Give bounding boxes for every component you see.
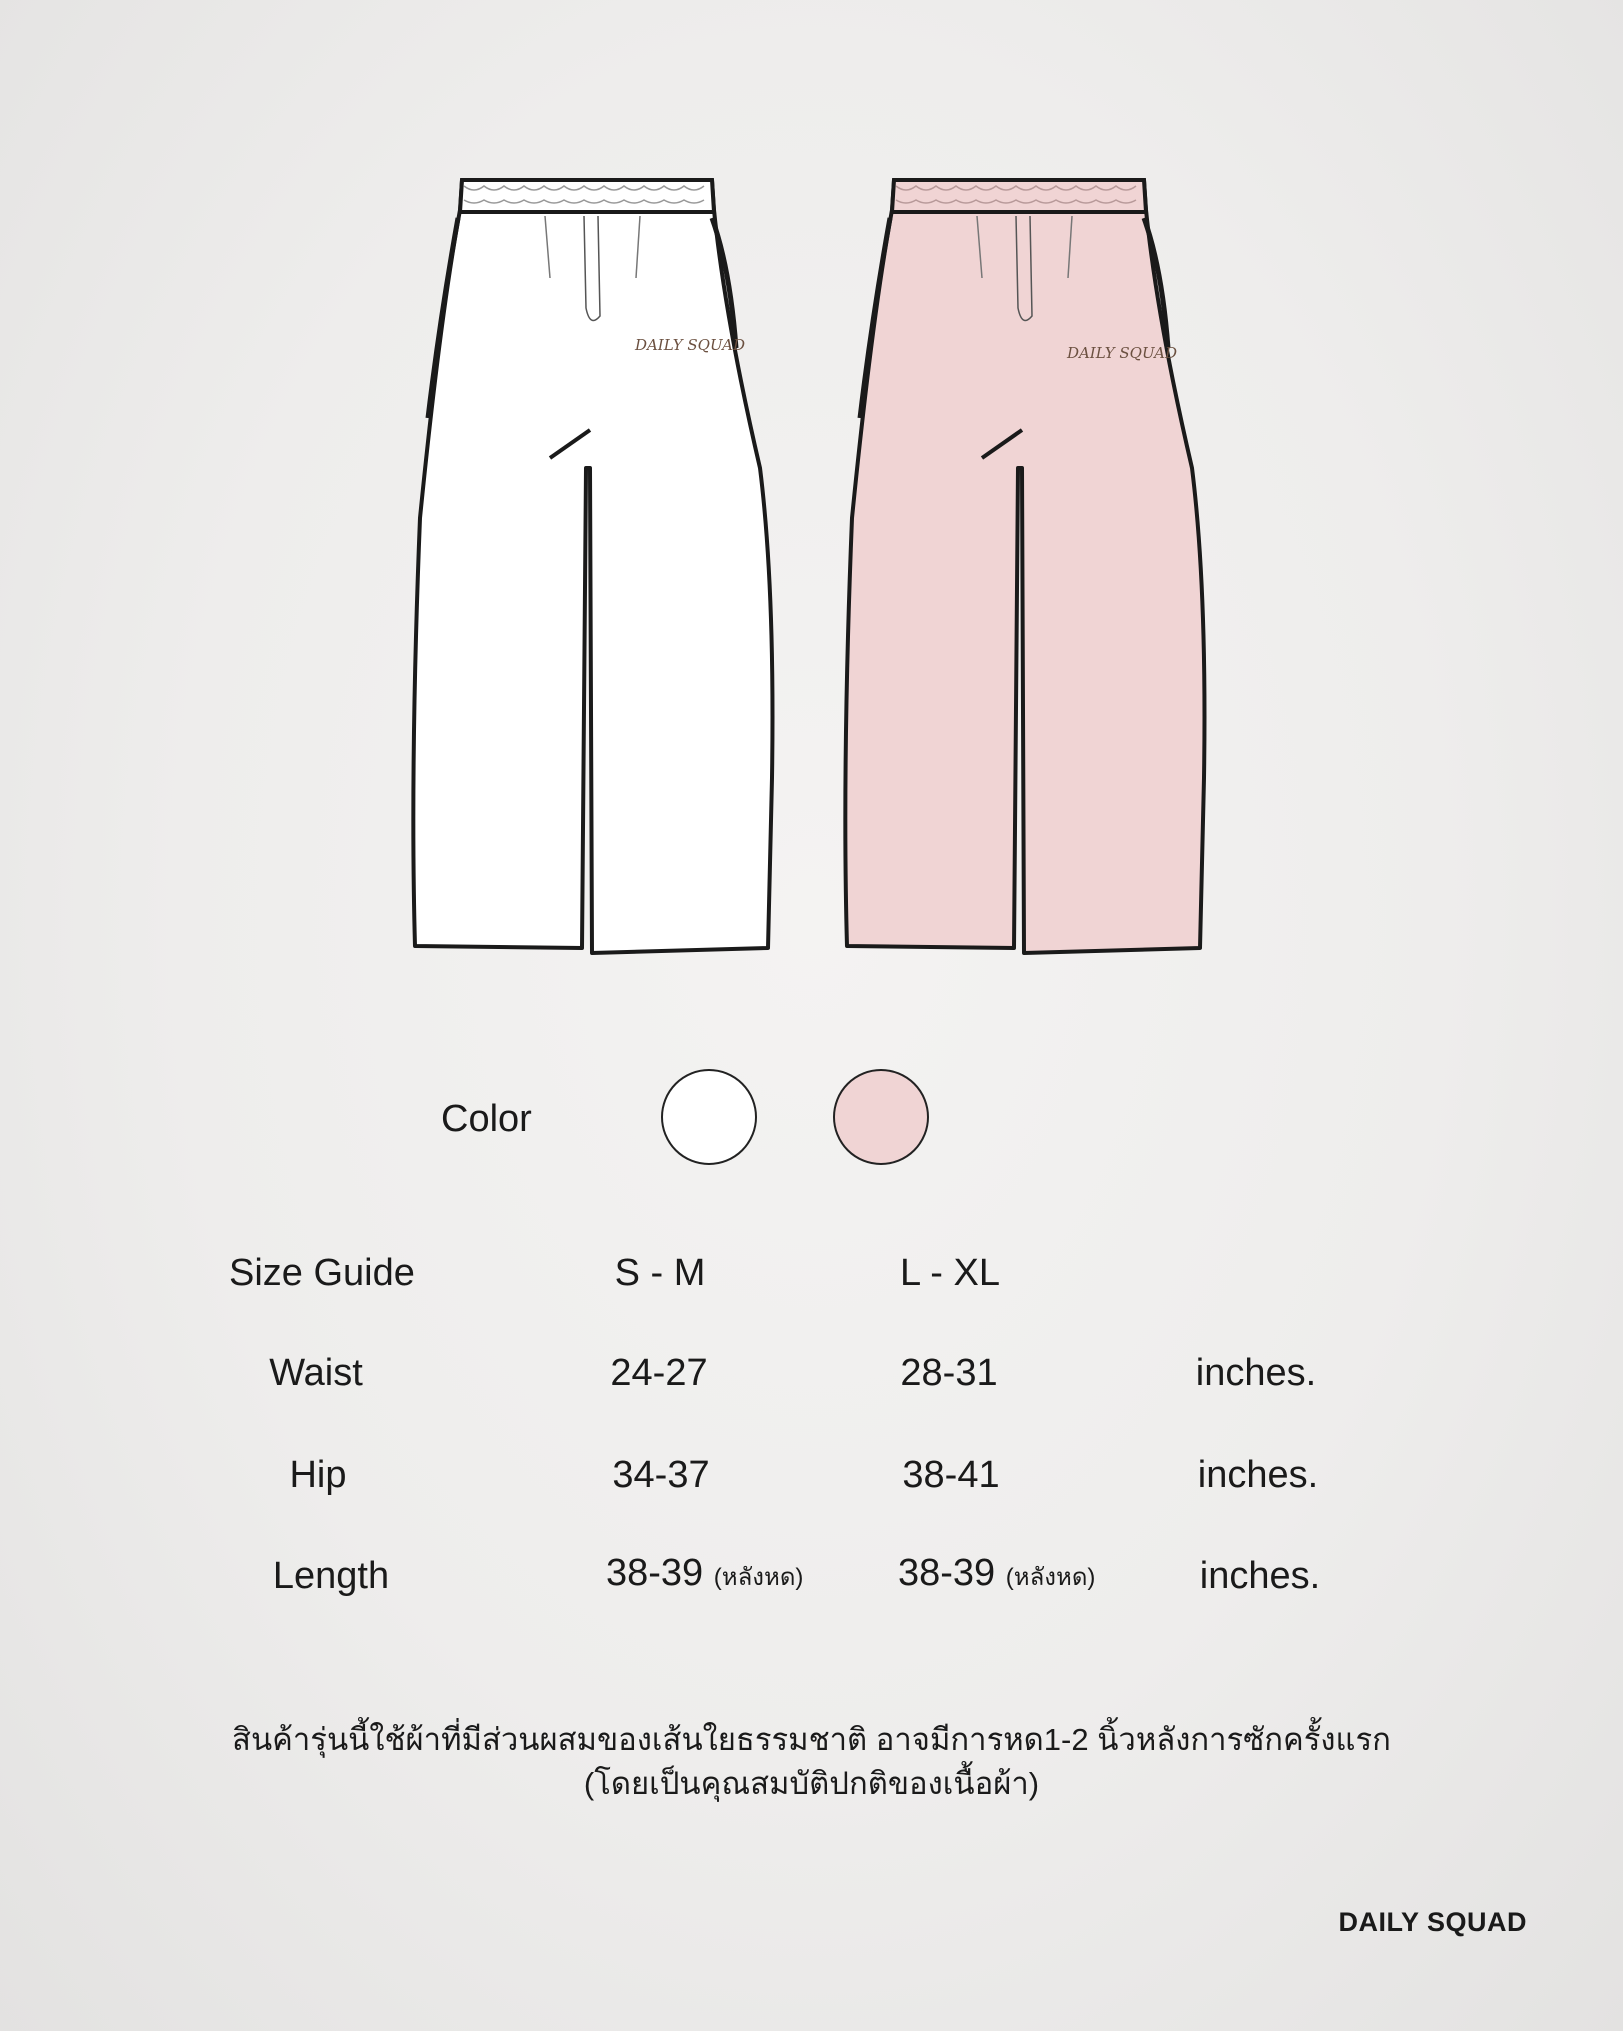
length-unit: inches. (1199, 1555, 1321, 1597)
white-pants-drawing (400, 168, 800, 968)
waist-s-m: 24-27 (610, 1352, 708, 1394)
size-guide-header: Size Guide (229, 1252, 415, 1294)
row-label-hip: Hip (289, 1454, 347, 1496)
color-swatch-white[interactable] (661, 1069, 757, 1165)
color-swatch-pink[interactable] (833, 1069, 929, 1165)
length-s-m (606, 1552, 803, 1596)
shrinkage-note-line-2: (โดยเป็นคุณสมบัติปกติของเนื้อผ้า) (583, 1766, 1040, 1801)
row-label-length: Length (272, 1555, 390, 1597)
size-column-s-m: S - M (614, 1252, 706, 1294)
white-pants-logo: DAILY SQUAD (634, 336, 746, 354)
hip-s-m: 34-37 (612, 1454, 710, 1496)
length-s-m-note: (หลังหด) (713, 1564, 804, 1591)
waist-unit: inches. (1195, 1352, 1317, 1394)
pink-pants-drawing (832, 168, 1232, 968)
pink-pants-logo: DAILY SQUAD (1066, 344, 1178, 362)
white-pants-illustration (400, 168, 800, 968)
length-l-xl (898, 1552, 1095, 1596)
length-s-m-value: 38-39 (606, 1552, 704, 1594)
pink-pants-illustration (832, 168, 1232, 968)
size-column-l-xl: L - XL (900, 1252, 1000, 1294)
length-l-xl-value: 38-39 (898, 1552, 996, 1594)
color-label: Color (441, 1098, 532, 1140)
shrinkage-note (0, 1718, 1623, 1806)
hip-unit: inches. (1197, 1454, 1319, 1496)
shrinkage-note-line-1: สินค้ารุ่นนี้ใช้ผ้าที่มีส่วนผสมของเส้นใยธรรมชาติ อาจมีการหด1-2 นิ้วหลังการซักครั้งแรก (232, 1722, 1391, 1757)
row-label-waist: Waist (269, 1352, 363, 1394)
waist-l-xl: 28-31 (900, 1352, 998, 1394)
brand-wordmark: DAILY SQUAD (1338, 1907, 1527, 1937)
hip-l-xl: 38-41 (902, 1454, 1000, 1496)
length-l-xl-note: (หลังหด) (1005, 1564, 1096, 1591)
